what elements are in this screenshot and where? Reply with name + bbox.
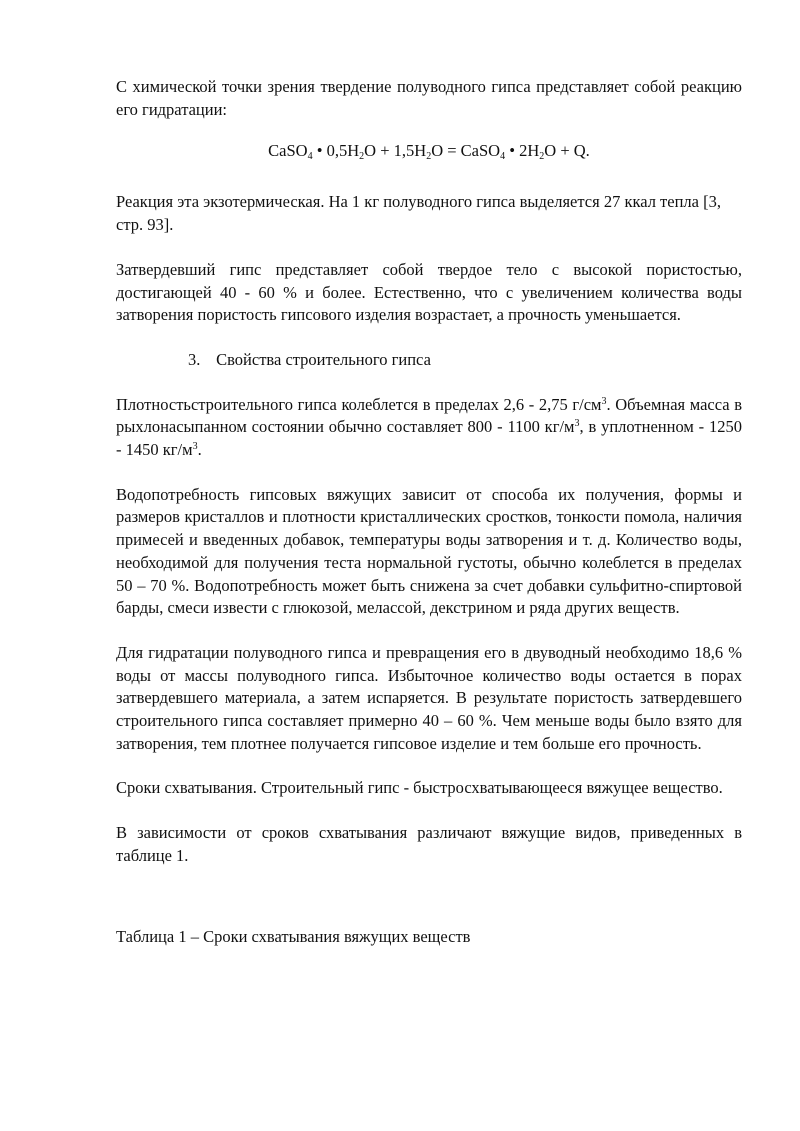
superscript: 3 [192, 441, 198, 453]
formula-part: • 0,5H [312, 141, 360, 161]
document-page [116, 76, 742, 948]
section-title: Свойства строительного гипса [216, 349, 431, 369]
formula-part: O + 1,5H [364, 141, 427, 161]
paragraph-water-demand: Водопотребность гипсовых вяжущих зависит от способа их получения, формы и размеров кристаллов и плотности кристаллических сростков, тонкости помола, наличия примесей и введенных добавок, температуры воды затворения и т. д. Количество воды, необходимой для получения теста нормальной густоты, обычно колеблется в пределах 50 – 70 %. Водопотребность может быть снижена за счет добавки сульфитно-спиртовой барды, смеси извести с глюкозой, мелассой, декстрином и ряда других веществ. [116, 484, 742, 618]
section-heading [116, 349, 742, 372]
formula-part: O = CaSO [431, 141, 501, 161]
chemical-formula [116, 139, 742, 169]
section-number: 3. [188, 349, 201, 369]
formula-part: • 2H [505, 141, 540, 161]
paragraph-binder-types: В зависимости от сроков схватывания различают вяжущие видов, приведенных в таблице 1. [116, 823, 742, 865]
formula-subscript: 2 [426, 151, 432, 163]
density-text: . [197, 440, 202, 460]
density-text: , в уплотненном - 1250 - 1450 кг/м [116, 417, 742, 460]
paragraph-hydration-intro: С химической точки зрения твердение полуводного гипса представляет собой реакцию его гидратации: [116, 77, 742, 119]
formula-subscript: 2 [539, 151, 545, 163]
paragraph-hydration-water: Для гидратации полуводного гипса и превращения его в двуводный необходимо 18,6 % воды от массы полуводного гипса. Избыточное количество воды остается в порах затвердевшего материала, а затем испаряется. В результате пористость затвердевшего строительного гипса составляет примерно 40 – 60 %. Чем меньше воды было взято для затворения, тем плотнее получается гипсовое изделие и тем больше его прочность. [116, 642, 742, 753]
density-text: . Объемная масса в рыхлонасыпанном состоянии обычно составляет 800 - 1100 кг/м [116, 394, 743, 437]
superscript: 3 [601, 395, 607, 407]
table-caption: Таблица 1 – Сроки схватывания вяжущих веществ [116, 926, 471, 946]
paragraph-porosity: Затвердевший гипс представляет собой твердое тело с высокой пористостью, достигающей 40 - 60 % и более. Естественно, что с увеличением количества воды затворения пористость гипсового изделия возрастает, а прочность уменьшается. [116, 259, 742, 325]
formula-part: O + Q. [544, 141, 590, 161]
formula-subscript: 4 [307, 151, 313, 163]
paragraph-setting-time: Сроки схватывания. Строительный гипс - быстросхватывающееся вяжущее вещество. [116, 778, 723, 798]
formula-subscript: 4 [500, 151, 506, 163]
density-text: Плотностьстроительного гипса колеблется в пределах 2,6 - 2,75 г/см [116, 394, 602, 414]
paragraph-exothermic: Реакция эта экзотермическая. На 1 кг полуводного гипса выделяется 27 ккал тепла [3, стр. 93]. [116, 192, 721, 235]
paragraph-density [116, 394, 742, 462]
formula-part: CaSO [268, 141, 308, 161]
formula-subscript: 2 [359, 151, 365, 163]
superscript: 3 [574, 418, 580, 430]
